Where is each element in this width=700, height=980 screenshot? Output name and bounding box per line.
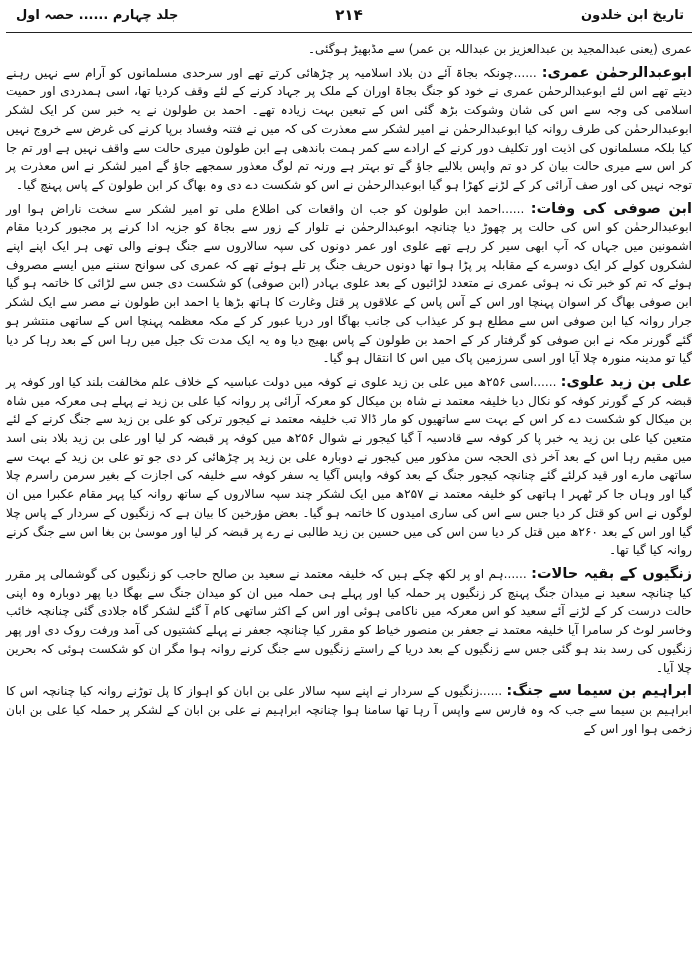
page-header — [6, 0, 692, 34]
section-heading: ابن صوفی کی وفات: — [530, 200, 692, 217]
section-heading: زنگیوں کے بقیہ حالات: — [531, 565, 692, 582]
paragraph-section — [6, 373, 692, 560]
page-content — [6, 40, 692, 743]
section-heading: علی بن زید علوی: — [560, 373, 692, 390]
paragraph-text: ......زنگیوں کے سردار نے اپنے سپہ سالار علی بن ابان کو اہواز کا پل توڑنے روانہ کیا چنانچہ اس کا ابراہیم بن سیما سے جب کہ وہ فارس سے واپس آ رہا تھا سامنا ہوا چنانچہ ابراہیم نے علی بن ابان کے لشکر پر حملہ کیا علی بن ابان زخمی ہوا اور اس کے — [6, 684, 692, 736]
book-title: تاریخ ابن خلدون — [581, 8, 684, 23]
header-divider — [6, 32, 692, 33]
volume-label: جلد چہارم ...... حصہ اول — [16, 8, 179, 23]
paragraph-intro — [6, 40, 692, 59]
paragraph-section — [6, 682, 692, 738]
paragraph-section — [6, 200, 692, 368]
paragraph-text: ......ہم او پر لکھ چکے ہیں کہ خلیفہ معتمد نے سعید بن صالح حاجب کو زنگیوں کی گوشمالی پر مقرر کیا چنانچہ سعید نے میدان جنگ پہنچ کر زنگیوں پر حملہ کیا اور پہلے ہی حملہ میں ان کو میدان جنگ سے بھگا دیا پھر دوبارہ وہ اپنی حالت درست کر کے لڑنے آئے سعید کو اس معرکہ میں ناکامی ہوئی اور اس کے اکثر ساتھی کام آ گئے لشکر گاہ جلادی گئی چنانچہ خائب وخاسر لوٹ کر سامرا آیا خلیفہ معتمد نے جعفر بن منصور خیاط کو مقرر کیا چنانچہ جعفر نے پہلے کشتیوں کی آمد ورفت روک دی اور پھر زنگیوں کی رسد بند ہو گئی جس سے زنگیوں کے بعد دریا کے راستے زنگیوں سے جنگ کرنے روانہ ہوا مگر ان کو شکست ہوئی کہ بحرین چلا آیا۔ — [6, 566, 692, 675]
page-number: ۲۱۴ — [335, 6, 363, 24]
paragraph-text: عمری (یعنی عبدالمجید بن عبدالعزیز بن عبداللہ بن عمر) سے مڈبھیڑ ہوگئی۔ — [307, 42, 692, 56]
paragraph-section — [6, 565, 692, 677]
paragraph-text: ......احمد ابن طولون کو جب ان واقعات کی اطلاع ملی تو امیر لشکر سے سخت ناراض ہوا اور ابوعبدالرحمٰن کو اس کی حالت پر چھوڑ دیا چنانچہ ابوعبدالرحمٰن نے تلوار کے زور سے بجاۃ کو جزیہ ادا کرنے پر مجبور کردیا مقام اشمونین میں جہاں کہ آپ ابھی سیر کر رہے تھے علوی اور عمر دونوں کی سپہ سالاروں سے جنگ ہونے والی تھی ہر ایک اپنے اپنے لشکروں کولے کر ایک دوسرے کے مقابلہ پر پڑا ہوا تھا دونوں حریف جنگ پر تلے ہوئے تھے کہ عمری کی سوانح سننے میں ایسے مصروف ہوئے کہ تم کو خبر تک نہ ہوئی عمری نے متعدد لڑائیوں کے بعد علوی بہادر (ابن صوفی) کو شکست دی جس سے لڑائی کا خاتمہ ہو گیا ابن صوفی بھاگ کر اسوان پہنچا اور اس کے آس پاس کے علاقوں پر قتل وغارت کا ہاتھ بڑھا یا احمد ابن طولون نے مصر سے ایک لشکر جرار روانہ کیا ابن صوفی اس سے مطلع ہو کر عیذاب کی جانب بھاگا اور دریا عبور کر کے مکہ معظمہ پہنچا اس کے ساتھی منتشر ہو گئے گورنر مکہ نے ابن صوفی کو گرفتار کر کے احمد بن طولون کے پاس بھیج دیا وہ یہ ایک مدت تک جیل میں رہا اس کے بعد رہا کر دیا گیا تو مدینہ منورہ چلا آیا اور اسی سرزمین پاک میں اس کا انتقال ہو گیا۔ — [6, 201, 692, 366]
section-heading: ابوعبدالرحمٰن عمری: — [541, 64, 692, 81]
section-heading: ابراہیم بن سیما سے جنگ: — [506, 683, 692, 700]
paragraph-text: ......چونکہ بجاۃ آئے دن بلاد اسلامیہ پر چڑھائی کرتے تھے اور سرحدی مسلمانوں کو آرام سے نہیں رہنے دیتے تھے اس لئے ابوعبدالرحمٰن عمری نے خود کو جنگ بجاۃ اوران کے ملک پر جہاد کرنے کے لئے وقف کردیا تھا، اسی ہمدردی اور حمیت اسلامی کی وجہ سے اس کی شان وشوکت بڑھ گئی اس کے تبعین بہت زیادہ تھے۔ احمد بن طولون نے یہ خبر سن کر ایک لشکر ابوعبدالرحمٰن کی طرف روانہ کیا ابوعبدالرحمٰن نے امیر لشکر سے معذرت کی کہ میں نے فتنہ وفساد برپا کرنے کی غرض سے خروج نہیں کیا بلکہ مسلمانوں کی اذیت اور تکلیف دور کرنے کے ارادے سے کمر ہمت باندھی ہے ابن طولون میری حالت سے واقف نہیں ہے اور تم جا کر اس سے میری حالت بیان کر دو تم واپس بلالیے جاؤ گے تو بہتر ہے ورنہ تم لوگ معذور سمجھے جاؤ گے امیر لشکر نے اس معذرت پر توجہ نہیں کی اور صف آرائی کر کے لڑنے کھڑا ہو گیا ابوعبدالرحمٰن نے اس کو شکست دے دی وہ بھاگ کر ابن طولون کے پاس پہنچ گیا۔ — [6, 65, 692, 192]
paragraph-text: ......اسی ۲۵۶ھ میں علی بن زید علوی نے کوفہ میں دولت عباسیہ کے خلاف علم مخالفت بلند کیا اور کوفہ پر قبضہ کر کے گورنر کوفہ کو نکال دیا خلیفہ معتمد نے شاہ بن میکال کو معرکہ آرائی پر روانہ کیا علی بن زید نے پہلے ہی معرکہ میں شاہ بن میکال کو شکست دے کر اس کے بہت سے ساتھیوں کو مار ڈالا تب خلیفہ معتمد نے کیجور ترکی کو علی بن زید سے جنگ کرنے کے لئے متعین کیا علی بن زید یہ خبر پا کر کوفہ سے قادسیہ آ گیا کیجور نے شوال ۲۵۶ھ میں کوفہ پر قبضہ کر لیا اور علی بن زید بلاد بنی اسد میں مقیم رہا اس کے بعد آخر ذی الحجہ سن مذکور میں کیجور نے دوبارہ علی بن زید پر چڑھائی کر دی جو تو علی بن زید کے بہت سے ساتھی مارے اور قید کرلئے گئے چنانچہ کیجور جنگ کے بعد کوفہ واپس آگیا یہ سفر کوفہ سے خلیفہ کی اجازت کے بغیر سرمن راسرم چلا گیا اور وہاں جا کر ٹھہر ا ہاتھی کو خلیفہ معتمد نے ۲۵۷ھ میں ایک لشکر چند سپہ سالاروں کے ساتھ روانہ کیا پہر مقام عکبرا میں ان لوگوں نے اس کو قتل کر دیا جس سے اس کی ساری امیدوں کا خاتمہ ہو گیا۔ بعض مؤرخین کا بیان ہے کہ زنگیوں کے سردار کے پاس چلا گیا اور اس کے بعد ۲۶۰ھ میں قتل کر دیا سن اس کی میں حسین بن زید طالبی نے رے پر قبضہ کر لیا اور موسیٰ بن بغا اس سے جنگ کرنے روانہ کیا گیا تھا۔ — [6, 374, 692, 558]
paragraph-section — [6, 64, 692, 195]
